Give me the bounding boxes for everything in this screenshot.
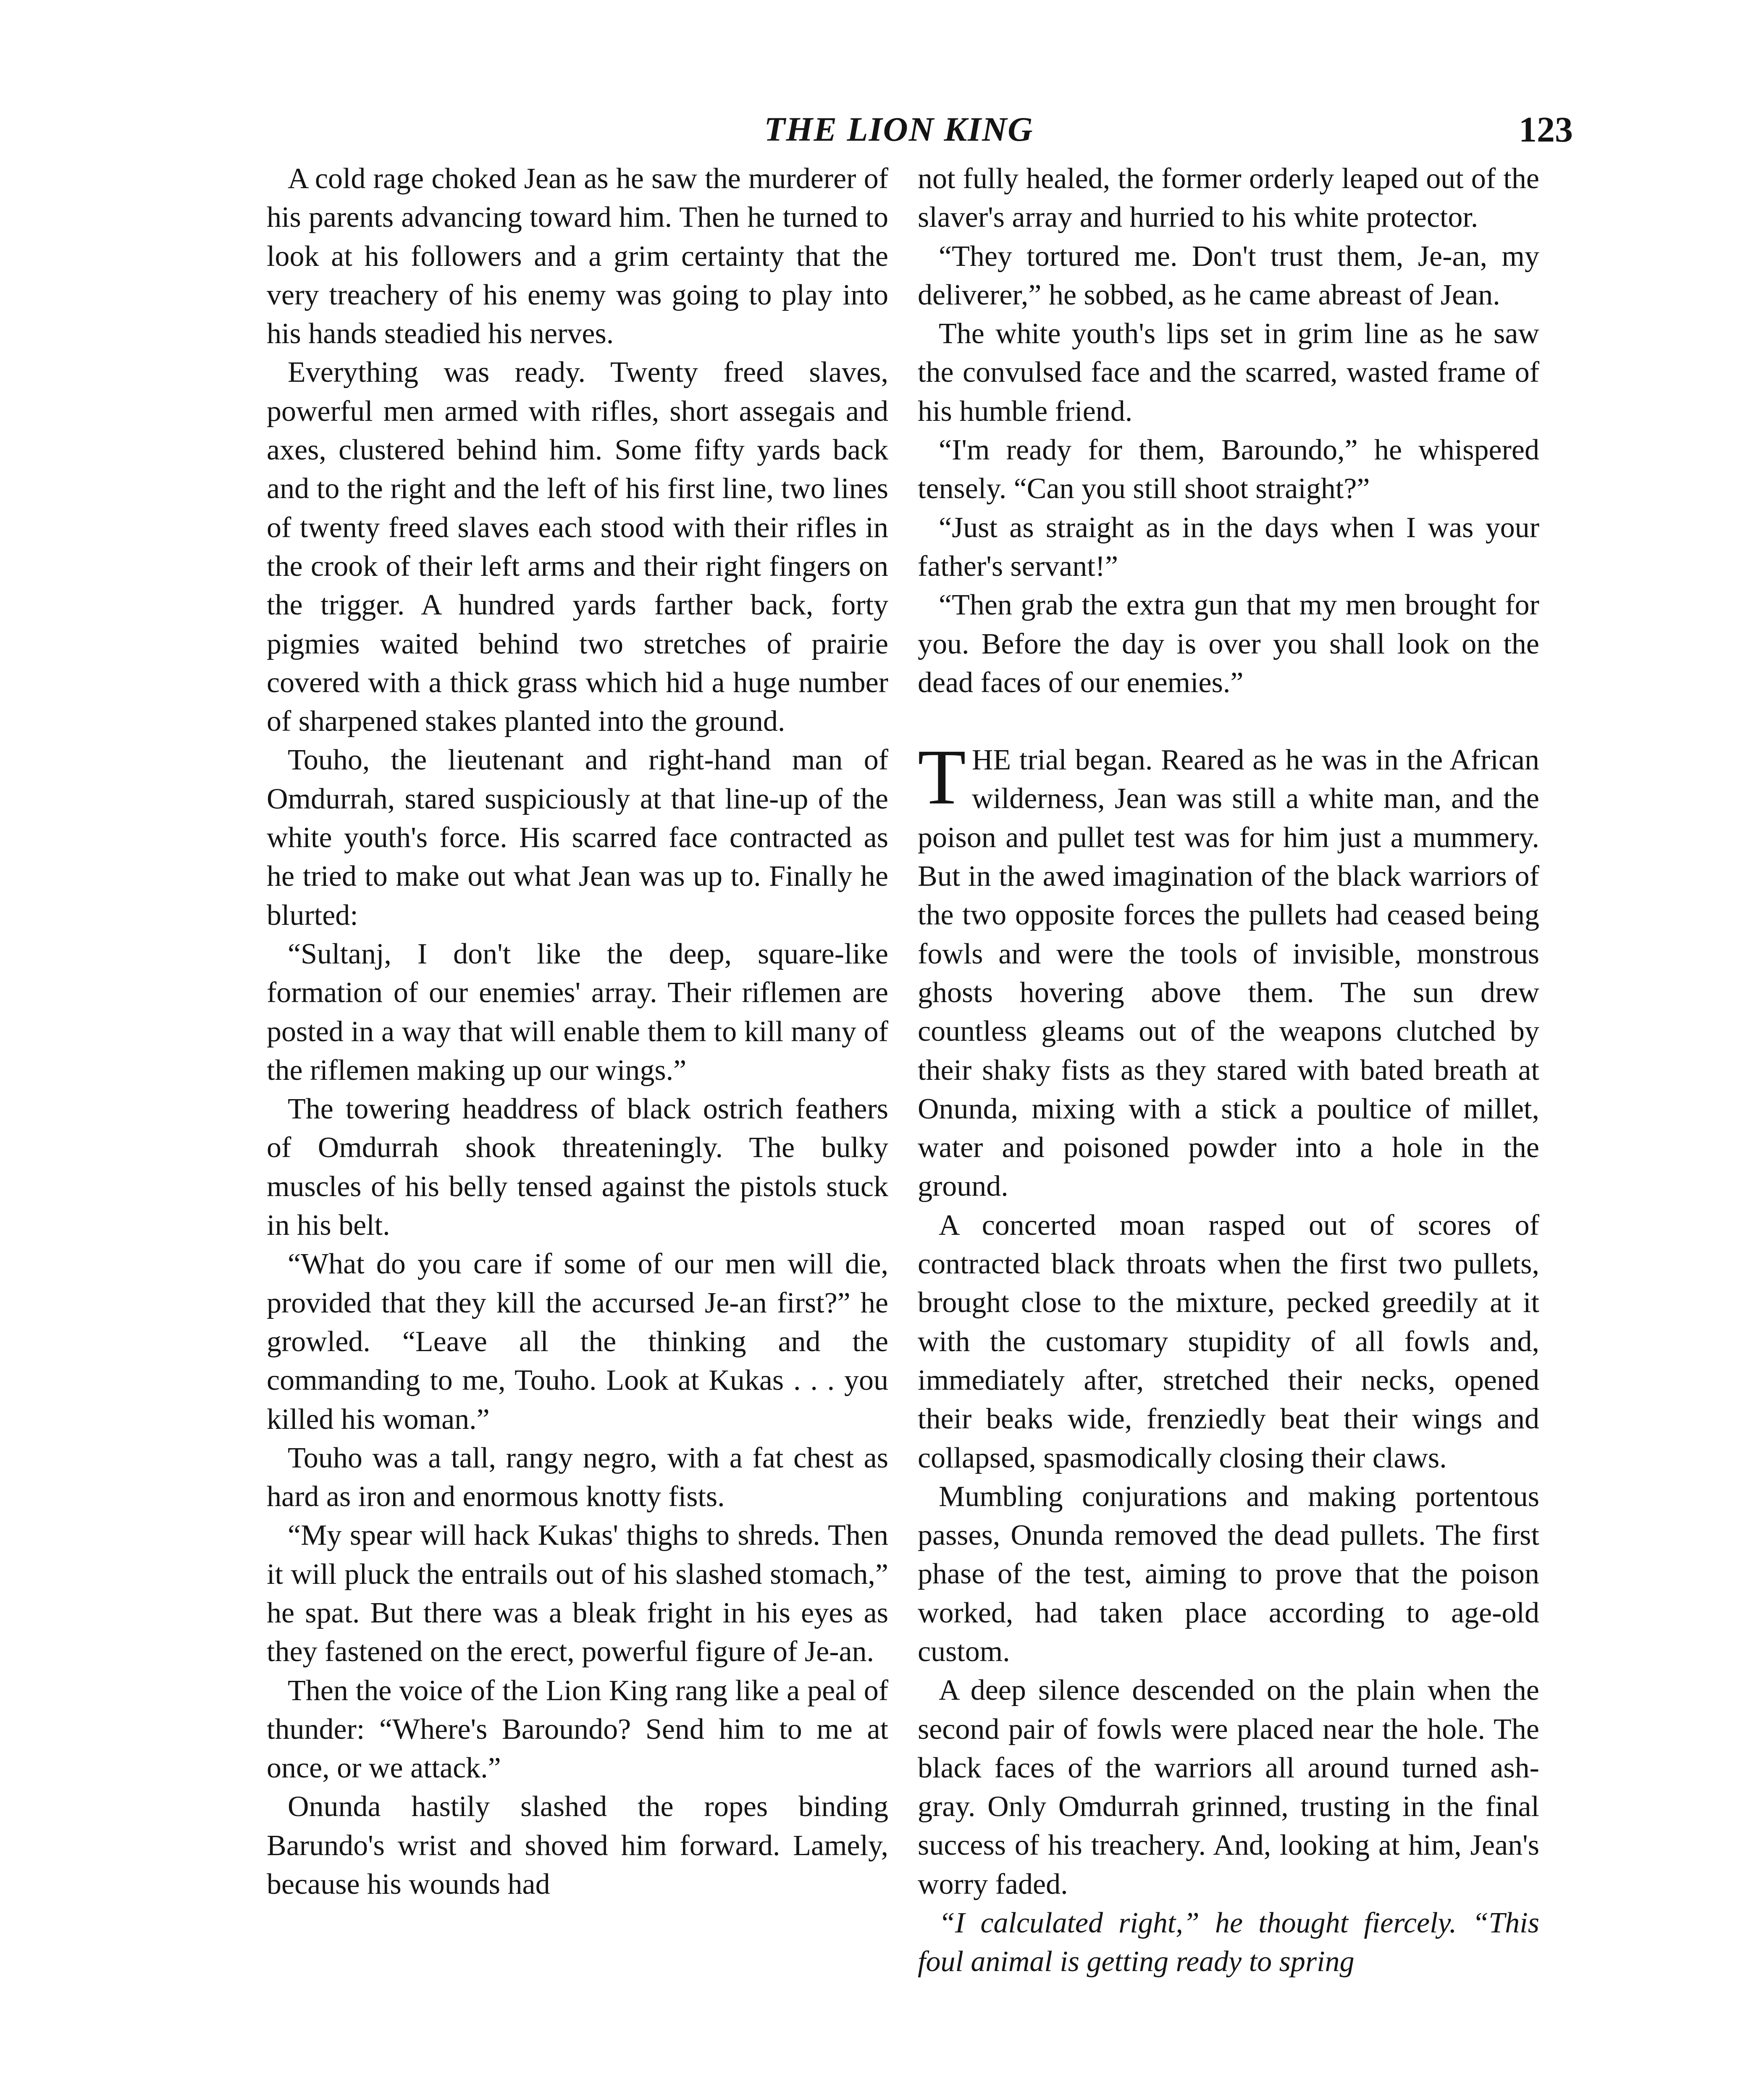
- paragraph: Everything was ready. Twenty freed slaves, powerful men armed with rifles, short assegais and axes, clustered behind him. Some fifty yards back and to the right and the left of his first line, two lines of twenty freed slaves each stood with their rifles in the crook of their left arms and their right fingers on the trigger. A hundred yards farther back, forty pigmies waited behind two stretches of prairie covered with a thick grass which hid a huge number of sharpened stakes planted into the ground.: [267, 356, 888, 738]
- paragraph: Mumbling conjurations and making portentous passes, Onunda removed the dead pullets. The first phase of the test, aiming to prove that the poison worked, had taken place according to age-old custom.: [918, 1480, 1539, 1668]
- paragraph: A cold rage choked Jean as he saw the murderer of his parents advancing toward him. Then he turned to look at his followers and a grim certainty that the very treachery of his enemy was going to play into his hands steadied his nerves.: [267, 163, 888, 350]
- paragraph: “What do you care if some of our men will die, provided that they kill the accursed Je-an first?” he growled. “Leave all the thinking and the commanding to me, Touho. Look at Kukas . . . you killed his woman.”: [267, 1248, 888, 1436]
- paragraph: “I'm ready for them, Baroundo,” he whispered tensely. “Can you still shoot straight?”: [918, 434, 1539, 505]
- running-head-title: THE LION KING: [764, 110, 1034, 148]
- final-italic-paragraph: “I calculated right,” he thought fiercely. “This foul animal is getting ready to spring: [918, 1907, 1539, 1978]
- drop-cap-paragraph-text: HE trial began. Reared as he was in the African wilderness, Jean was still a white man, and the poison and pullet test was for him just a mummery. But in the awed imagination of the black warriors of the two opposite forces the pullets had ceased being fowls and were the tools of invisible, monstrous ghosts hovering above them. The sun drew countless gleams out of the weapons clutched by their shaky fists as they stared with bated breath at Onunda, mixing with a stick a poultice of millet, water and poisoned powder into a hole in the ground.: [918, 744, 1539, 1203]
- paragraph: Onunda hastily slashed the ropes binding Barundo's wrist and shoved him forward. Lamely, because his wounds had: [267, 1790, 888, 1901]
- right-column: [918, 160, 1539, 1982]
- paragraph: “My spear will hack Kukas' thighs to shreds. Then it will pluck the entrails out of his slashed stomach,” he spat. But there was a bleak fright in his eyes as they fastened on the erect, powerful figure of Je-an.: [267, 1519, 888, 1668]
- drop-cap-letter: T: [918, 733, 966, 821]
- paragraph: A deep silence descended on the plain when the second pair of fowls were placed near the hole. The black faces of the warriors all around turned ash-gray. Only Omdurrah grinned, trusting in the final success of his treachery. And, looking at him, Jean's worry faded.: [918, 1674, 1539, 1900]
- paragraph: “Sultanj, I don't like the deep, square-like formation of our enemies' array. Their riflemen are posted in a way that will enable them to kill many of the riflemen making up our wings.”: [267, 937, 888, 1087]
- paragraph: The white youth's lips set in grim line as he saw the convulsed face and the scarred, wasted frame of his humble friend.: [918, 318, 1539, 428]
- paragraph: Touho, the lieutenant and right-hand man of Omdurrah, stared suspiciously at that line-up of the white youth's force. His scarred face contracted as he tried to make out what Jean was up to. Finally he blurted:: [267, 744, 888, 932]
- paragraph: A concerted moan rasped out of scores of contracted black throats when the first two pullets, brought close to the mixture, pecked greedily at it with the customary stupidity of all fowls and, immediately after, stretched their necks, opened their beaks wide, frenziedly beat their wings and collapsed, spasmodically closing their claws.: [918, 1209, 1539, 1474]
- paragraph: “They tortured me. Don't trust them, Je-an, my deliverer,” he sobbed, as he came abreast of Jean.: [918, 240, 1539, 311]
- paragraph: The towering headdress of black ostrich feathers of Omdurrah shook threateningly. The bulky muscles of his belly tensed against the pistols stuck in his belt.: [267, 1093, 888, 1242]
- paragraph: Touho was a tall, rangy negro, with a fat chest as hard as iron and enormous knotty fists.: [267, 1441, 888, 1513]
- paragraph: Then the voice of the Lion King rang like a peal of thunder: “Where's Baroundo? Send him to me at once, or we attack.”: [267, 1674, 888, 1785]
- left-column: [267, 160, 888, 1904]
- paragraph: “Just as straight as in the days when I was your father's servant!”: [918, 511, 1539, 583]
- paragraph: “Then grab the extra gun that my men brought for you. Before the day is over you shall look on the dead faces of our enemies.”: [918, 589, 1539, 699]
- continued-paragraph: not fully healed, the former orderly leaped out of the slaver's array and hurried to his white protector.: [918, 163, 1539, 234]
- drop-cap-paragraph: [918, 733, 1539, 1206]
- page-number: 123: [1519, 109, 1573, 150]
